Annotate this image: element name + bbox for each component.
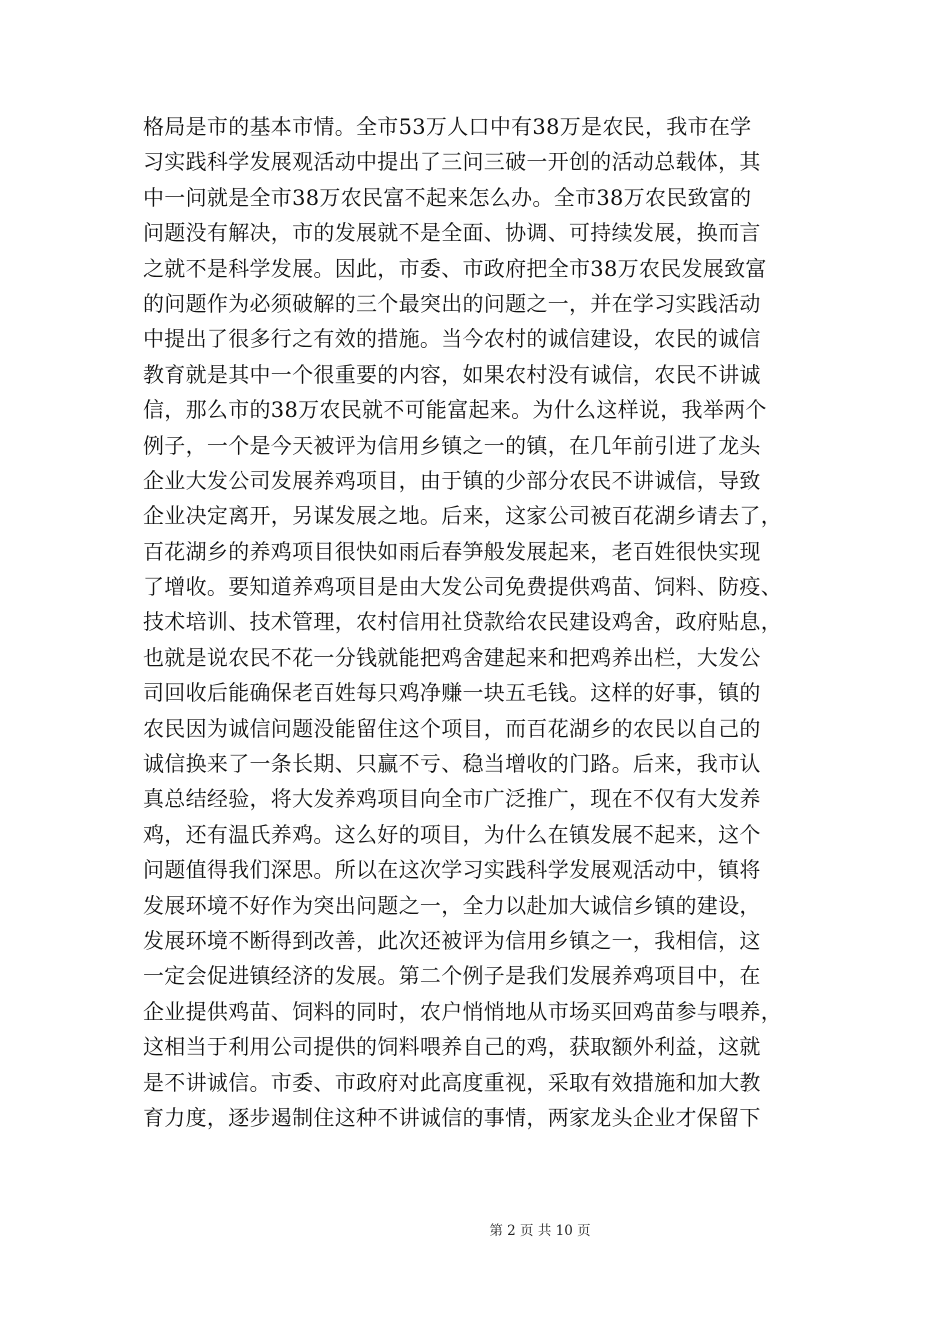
text-line: 百花湖乡的养鸡项目很快如雨后春笋般发展起来，老百姓很快实现	[143, 539, 761, 564]
text-line: 例子，一个是今天被评为信用乡镇之一的镇，在几年前引进了龙头	[143, 433, 761, 458]
text-line: 问题值得我们深思。所以在这次学习实践科学发展观活动中，镇将	[143, 858, 761, 883]
text-line: 习实践科学发展观活动中提出了三问三破一开创的活动总载体，其	[143, 150, 761, 175]
page-number: 第 2 页 共 10 页	[489, 1223, 591, 1239]
text-line: 技术培训、技术管理，农村信用社贷款给农民建设鸡舍，政府贴息，	[143, 610, 782, 635]
text-line: 企业大发公司发展养鸡项目，由于镇的少部分农民不讲诚信，导致	[143, 468, 761, 493]
text-line: 诚信换来了一条长期、只赢不亏、稳当增收的门路。后来，我市认	[143, 752, 761, 777]
page-footer	[0, 1222, 950, 1240]
text-line: 育力度，逐步遏制住这种不讲诚信的事情，两家龙头企业才保留下	[143, 1105, 761, 1130]
text-line: 教育就是其中一个很重要的内容，如果农村没有诚信，农民不讲诚	[143, 362, 761, 387]
text-line: 的问题作为必须破解的三个最突出的问题之一，并在学习实践活动	[143, 291, 761, 316]
text-line: 也就是说农民不花一分钱就能把鸡舍建起来和把鸡养出栏，大发公	[143, 645, 761, 670]
text-line: 发展环境不断得到改善，此次还被评为信用乡镇之一，我相信，这	[143, 928, 761, 953]
text-line: 问题没有解决，市的发展就不是全面、协调、可持续发展，换而言	[143, 221, 761, 246]
text-line: 真总结经验，将大发养鸡项目向全市广泛推广，现在不仅有大发养	[143, 787, 761, 812]
text-line: 一定会促进镇经济的发展。第二个例子是我们发展养鸡项目中，在	[143, 964, 761, 989]
text-line: 农民因为诚信问题没能留住这个项目，而百花湖乡的农民以自己的	[143, 716, 761, 741]
text-line: 之就不是科学发展。因此，市委、市政府把全市38万农民发展致富	[143, 256, 767, 281]
body-text	[143, 110, 813, 1136]
text-line: 发展环境不好作为突出问题之一，全力以赴加大诚信乡镇的建设，	[143, 893, 761, 918]
text-line: 企业决定离开，另谋发展之地。后来，这家公司被百花湖乡请去了，	[143, 504, 782, 529]
text-line: 是不讲诚信。市委、市政府对此高度重视，采取有效措施和加大教	[143, 1070, 761, 1095]
text-line: 格局是市的基本市情。全市53万人口中有38万是农民，我市在学	[143, 115, 752, 139]
text-line: 了增收。要知道养鸡项目是由大发公司免费提供鸡苗、饲料、防疫、	[143, 575, 782, 600]
text-line: 中提出了很多行之有效的措施。当今农村的诚信建设，农民的诚信	[143, 327, 761, 352]
text-line: 鸡，还有温氏养鸡。这么好的项目，为什么在镇发展不起来，这个	[143, 822, 761, 847]
text-line: 信，那么市的38万农民就不可能富起来。为什么这样说，我举两个	[143, 398, 767, 423]
text-line: 这相当于利用公司提供的饲料喂养自己的鸡，获取额外利益，这就	[143, 1035, 761, 1060]
text-line: 企业提供鸡苗、饲料的同时，农户悄悄地从市场买回鸡苗参与喂养，	[143, 999, 782, 1024]
text-line: 司回收后能确保老百姓每只鸡净赚一块五毛钱。这样的好事，镇的	[143, 681, 761, 706]
text-line: 中一问就是全市38万农民富不起来怎么办。全市38万农民致富的	[143, 185, 752, 210]
